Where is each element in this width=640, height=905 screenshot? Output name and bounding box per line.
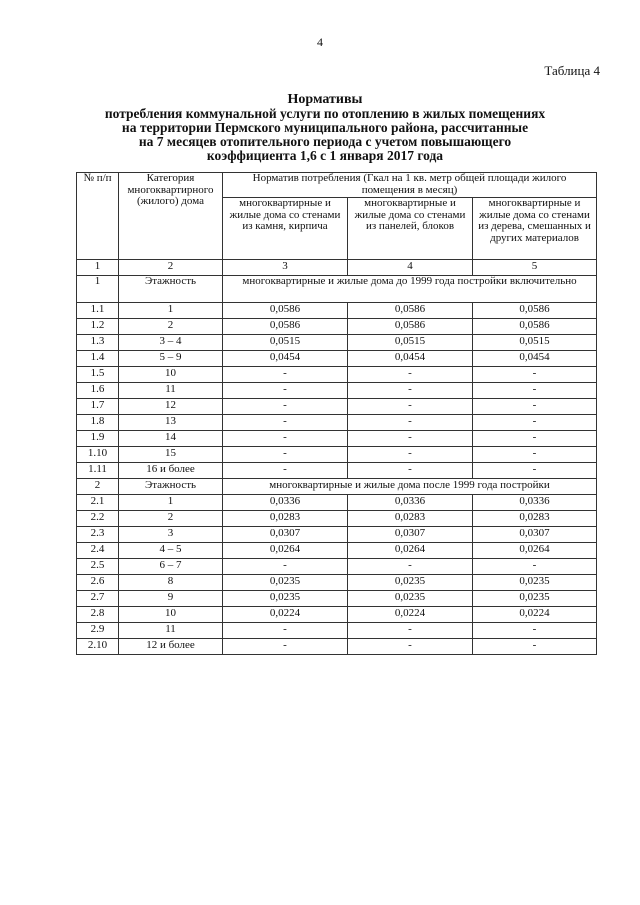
row-num: 1.4 [77,351,119,367]
row-category: 6 – 7 [119,559,223,575]
row-value-wood: - [473,447,597,463]
row-value-panel: 0,0336 [348,495,473,511]
row-value-wood: - [473,399,597,415]
row-category: 8 [119,575,223,591]
title-line-4: на 7 месяцев отопительного периода с учетом повышающего [138,134,512,149]
row-num: 1.8 [77,415,119,431]
table-row [77,367,597,383]
row-value-stone: 0,0283 [223,511,348,527]
row-value-stone: 0,0235 [223,591,348,607]
row-value-stone: - [223,559,348,575]
col-number: 1 [77,260,119,276]
row-value-panel: - [348,463,473,479]
row-value-stone: 0,0515 [223,335,348,351]
table-row [77,351,597,367]
row-category: 1 [119,495,223,511]
row-value-panel: 0,0586 [348,303,473,319]
table-row [77,335,597,351]
table-row [77,463,597,479]
row-value-wood: 0,0264 [473,543,597,559]
row-category: 10 [119,607,223,623]
row-value-stone: 0,0336 [223,495,348,511]
header-panel: многоквартирные и жилые дома со стенами из панелей, блоков [348,198,473,260]
row-category: 2 [119,319,223,335]
row-value-panel: 0,0264 [348,543,473,559]
row-value-stone: - [223,639,348,655]
row-value-wood: 0,0454 [473,351,597,367]
section-label: Этажность [119,479,223,495]
row-value-wood: 0,0336 [473,495,597,511]
row-value-wood: - [473,415,597,431]
table-row [77,527,597,543]
page-number: 4 [317,35,323,49]
row-num: 1.11 [77,463,119,479]
row-num: 1.9 [77,431,119,447]
col-number: 2 [119,260,223,276]
table-row [77,415,597,431]
row-num: 2.10 [77,639,119,655]
row-value-wood: - [473,639,597,655]
row-num: 1.3 [77,335,119,351]
row-value-wood: - [473,463,597,479]
section-description: многоквартирные и жилые дома до 1999 года постройки включительно [223,276,597,303]
row-category: 15 [119,447,223,463]
row-value-panel: 0,0515 [348,335,473,351]
section-description: многоквартирные и жилые дома после 1999 года постройки [223,479,597,495]
row-num: 1.1 [77,303,119,319]
row-category: 10 [119,367,223,383]
row-num: 2.8 [77,607,119,623]
table-row [77,495,597,511]
row-category: 11 [119,623,223,639]
row-value-stone: 0,0224 [223,607,348,623]
row-value-wood: - [473,383,597,399]
col-number: 3 [223,260,348,276]
table-row [77,319,597,335]
row-value-wood: 0,0224 [473,607,597,623]
column-number-row [77,260,597,276]
row-category: 14 [119,431,223,447]
section-num: 1 [77,276,119,303]
row-value-wood: 0,0235 [473,575,597,591]
row-value-wood: 0,0586 [473,303,597,319]
row-num: 2.9 [77,623,119,639]
table-row [77,431,597,447]
row-value-panel: 0,0235 [348,575,473,591]
row-num: 2.3 [77,527,119,543]
row-category: 3 [119,527,223,543]
title-line-2: потребления коммунальной услуги по отоплению в жилых помещениях [104,106,546,121]
section-num: 2 [77,479,119,495]
row-value-panel: - [348,559,473,575]
table-row [77,591,597,607]
row-num: 2.2 [77,511,119,527]
row-value-wood: - [473,559,597,575]
row-value-wood: - [473,623,597,639]
row-value-stone: - [223,447,348,463]
row-value-stone: - [223,431,348,447]
title-line-1: Нормативы [287,92,363,107]
row-num: 1.2 [77,319,119,335]
header-num: № п/п [77,173,119,260]
col-number: 5 [473,260,597,276]
row-value-stone: 0,0454 [223,351,348,367]
row-value-stone: 0,0264 [223,543,348,559]
col-number: 4 [348,260,473,276]
row-value-panel: 0,0235 [348,591,473,607]
document-title [60,93,590,163]
table-row [77,511,597,527]
row-category: 12 [119,399,223,415]
title-line-3: на территории Пермского муниципального района, рассчитанные [121,120,529,135]
row-value-stone: - [223,415,348,431]
row-num: 2.1 [77,495,119,511]
row-num: 1.10 [77,447,119,463]
row-value-wood: 0,0515 [473,335,597,351]
row-value-panel: - [348,639,473,655]
table-row [77,623,597,639]
row-category: 11 [119,383,223,399]
row-value-panel: - [348,415,473,431]
table-row [77,399,597,415]
row-value-wood: 0,0586 [473,319,597,335]
header-norm: Норматив потребления (Гкал на 1 кв. метр общей площади жилого помещения в месяц) [223,173,597,198]
row-category: 3 – 4 [119,335,223,351]
row-value-stone: 0,0235 [223,575,348,591]
row-value-stone: - [223,623,348,639]
row-value-stone: - [223,383,348,399]
row-value-panel: - [348,367,473,383]
row-value-wood: 0,0235 [473,591,597,607]
row-category: 2 [119,511,223,527]
table-row [77,575,597,591]
table-label: Таблица 4 [544,63,600,78]
table-row [77,607,597,623]
table-row [77,559,597,575]
row-num: 2.5 [77,559,119,575]
row-category: 9 [119,591,223,607]
row-value-stone: - [223,367,348,383]
row-value-stone: 0,0307 [223,527,348,543]
row-num: 2.4 [77,543,119,559]
header-wood: многоквартирные и жилые дома со стенами из дерева, смешанных и других материалов [473,198,597,260]
row-category: 4 – 5 [119,543,223,559]
row-value-panel: 0,0454 [348,351,473,367]
table-row [77,639,597,655]
row-value-wood: - [473,431,597,447]
row-value-panel: - [348,431,473,447]
row-value-stone: - [223,463,348,479]
row-num: 1.6 [77,383,119,399]
section-label: Этажность [119,276,223,303]
table-row [77,303,597,319]
row-value-wood: - [473,367,597,383]
row-category: 16 и более [119,463,223,479]
row-value-panel: 0,0224 [348,607,473,623]
row-value-panel: - [348,447,473,463]
table-row [77,383,597,399]
row-value-panel: - [348,623,473,639]
row-category: 13 [119,415,223,431]
section-row [77,276,597,303]
row-value-panel: 0,0283 [348,511,473,527]
row-category: 12 и более [119,639,223,655]
row-value-wood: 0,0307 [473,527,597,543]
row-value-panel: 0,0307 [348,527,473,543]
header-stone: многоквартирные и жилые дома со стенами из камня, кирпича [223,198,348,260]
header-category: Категория многоквартирного (жилого) дома [119,173,223,260]
row-value-panel: - [348,383,473,399]
row-value-stone: - [223,399,348,415]
row-value-panel: - [348,399,473,415]
row-value-wood: 0,0283 [473,511,597,527]
table-row [77,447,597,463]
row-num: 1.7 [77,399,119,415]
section-row [77,479,597,495]
row-num: 1.5 [77,367,119,383]
row-value-stone: 0,0586 [223,303,348,319]
row-num: 2.7 [77,591,119,607]
title-line-5: коэффициента 1,6 с 1 января 2017 года [206,148,444,163]
norms-table [76,172,597,655]
row-value-stone: 0,0586 [223,319,348,335]
row-num: 2.6 [77,575,119,591]
row-value-panel: 0,0586 [348,319,473,335]
table-row [77,543,597,559]
row-category: 1 [119,303,223,319]
row-category: 5 – 9 [119,351,223,367]
